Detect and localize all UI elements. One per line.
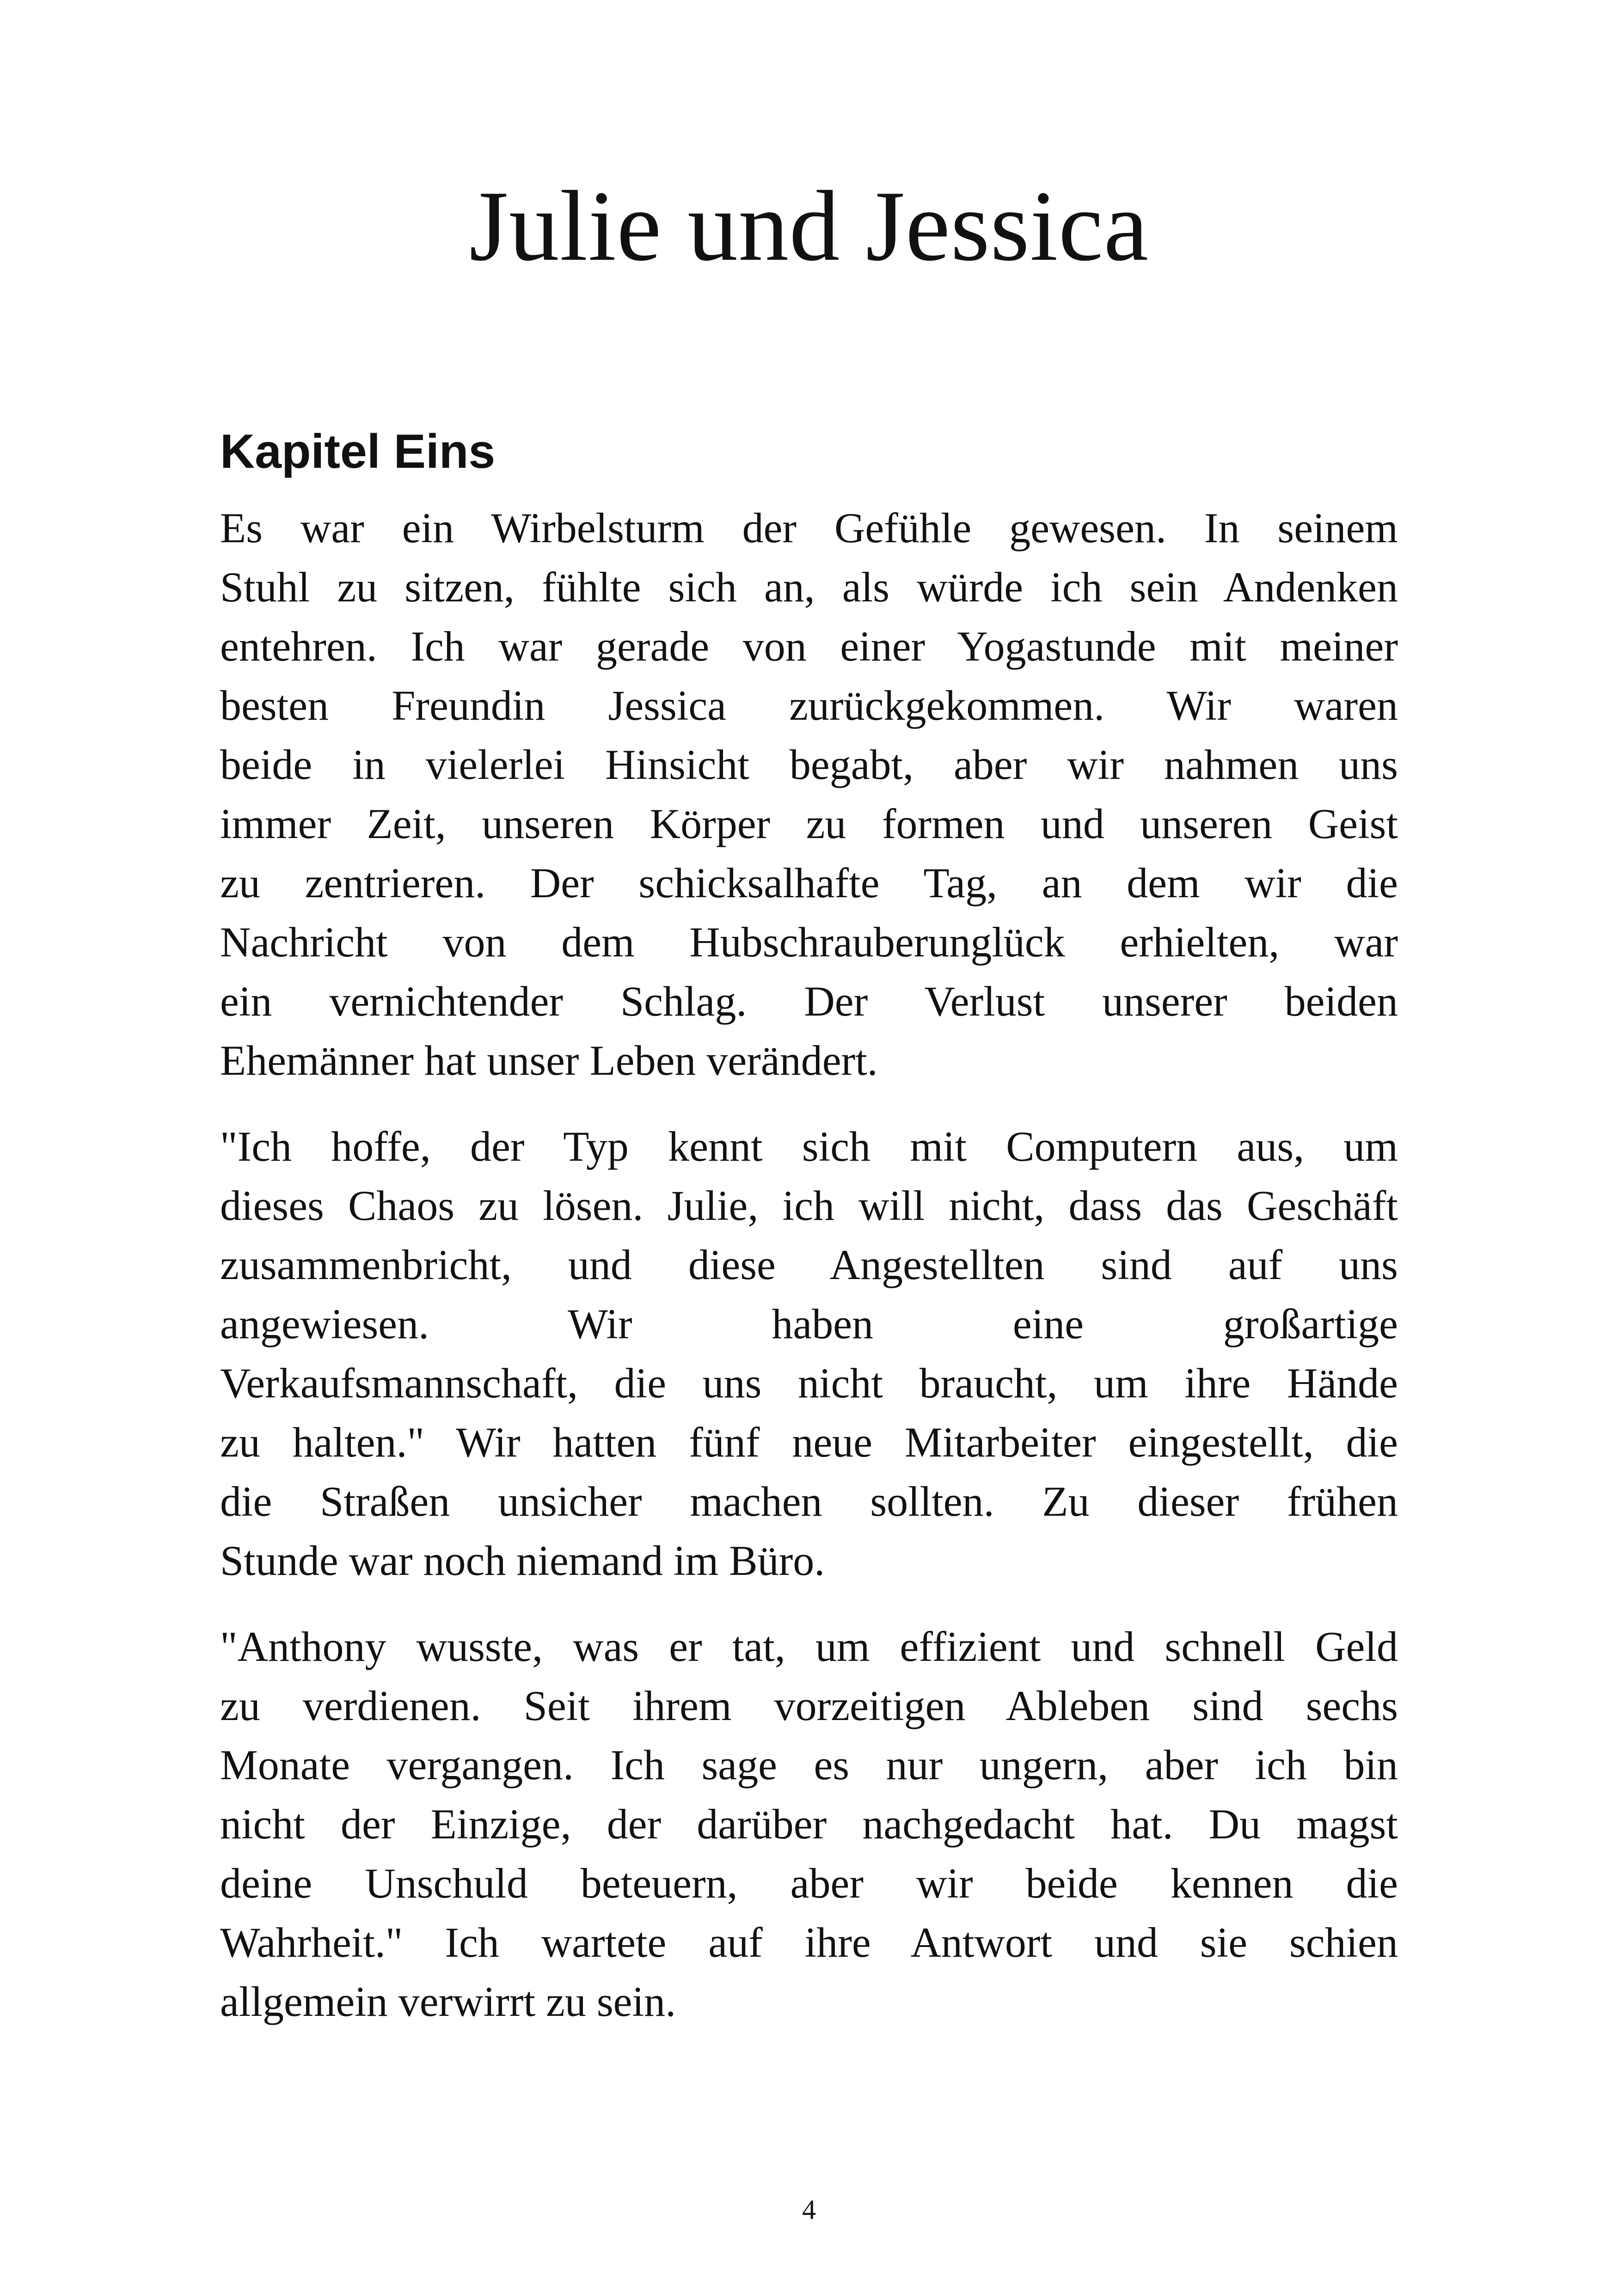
text-line: entehren. Ich war gerade von einer Yogastunde mit meiner (220, 623, 1398, 670)
paragraph-1 (220, 498, 1398, 1090)
text-line: dieses Chaos zu lösen. Julie, ich will nicht, dass das Geschäft (220, 1182, 1398, 1229)
text-line: zu verdienen. Seit ihrem vorzeitigen Ableben sind sechs (220, 1682, 1398, 1729)
text-line: nicht der Einzige, der darüber nachgedacht hat. Du magst (220, 1800, 1398, 1848)
text-line: deine Unschuld beteuern, aber wir beide kennen die (220, 1860, 1398, 1907)
text-line: "Anthony wusste, was er tat, um effizient und schnell Geld (220, 1623, 1398, 1670)
text-line: zu halten." Wir hatten fünf neue Mitarbeiter eingestellt, die (220, 1419, 1398, 1466)
book-title: Julie und Jessica (469, 171, 1149, 282)
text-line: besten Freundin Jessica zurückgekommen. Wir waren (220, 682, 1398, 729)
text-line: Ehemänner hat unser Leben verändert. (220, 1037, 878, 1084)
text-line: Wahrheit." Ich wartete auf ihre Antwort und sie schien (220, 1919, 1398, 1966)
text-line: Nachricht von dem Hubschrauberunglück erhielten, war (220, 918, 1398, 966)
text-line: Es war ein Wirbelsturm der Gefühle gewesen. In seinem (220, 504, 1398, 551)
text-line: Stunde war noch niemand im Büro. (220, 1537, 825, 1584)
text-line: Monate vergangen. Ich sage es nur ungern, aber ich bin (220, 1741, 1398, 1788)
text-line: die Straßen unsicher machen sollten. Zu dieser frühen (220, 1478, 1398, 1525)
text-line: Stuhl zu sitzen, fühlte sich an, als würde ich sein Andenken (220, 563, 1398, 611)
text-line: "Ich hoffe, der Typ kennt sich mit Computern aus, um (220, 1123, 1398, 1170)
text-line: zusammenbricht, und diese Angestellten sind auf uns (220, 1241, 1398, 1288)
chapter-heading: Kapitel Eins (220, 425, 496, 478)
text-line: allgemein verwirrt zu sein. (220, 1978, 676, 2025)
paragraph-3 (220, 1617, 1398, 2031)
text-line: Verkaufsmannschaft, die uns nicht braucht, um ihre Hände (220, 1359, 1398, 1407)
page-number: 4 (802, 2194, 816, 2225)
text-line: immer Zeit, unseren Körper zu formen und unseren Geist (220, 800, 1398, 847)
chapter-body (220, 498, 1398, 2058)
text-line: angewiesen. Wir haben eine großartige (220, 1300, 1398, 1347)
text-line: zu zentrieren. Der schicksalhafte Tag, an dem wir die (220, 859, 1398, 906)
text-line: ein vernichtender Schlag. Der Verlust unserer beiden (220, 978, 1398, 1025)
text-line: beide in vielerlei Hinsicht begabt, aber wir nahmen uns (220, 741, 1398, 788)
paragraph-2 (220, 1117, 1398, 1590)
